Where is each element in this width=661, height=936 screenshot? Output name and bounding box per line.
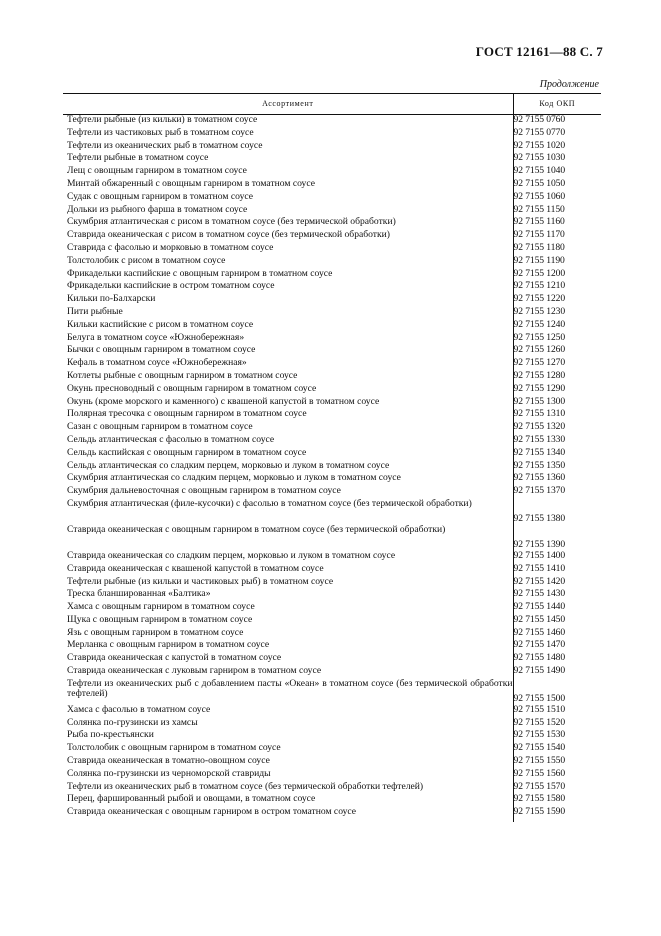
okp-code: 92 7155 1510 xyxy=(513,705,601,718)
okp-code: 92 7155 1030 xyxy=(513,153,601,166)
okp-code: 92 7155 1460 xyxy=(513,628,601,641)
product-name: Скумбрия дальневосточная с овощным гарниром в томатном соусе xyxy=(67,485,341,497)
okp-code: 92 7155 1470 xyxy=(513,640,601,653)
product-name: Скумбрия атлантическая с рисом в томатном соусе (без термической обработки) xyxy=(67,216,396,228)
column-header-okp-code: Код ОКП xyxy=(513,94,601,115)
product-name: Тефтели из океанических рыб в томатном соусе xyxy=(67,139,263,151)
okp-code: 92 7155 1350 xyxy=(513,461,601,474)
okp-code: 92 7155 1170 xyxy=(513,230,601,243)
table-row xyxy=(63,769,601,782)
table-row xyxy=(63,756,601,769)
product-name: Фрикадельки каспийские с овощным гарниром в томатном соусе xyxy=(67,267,333,279)
okp-code: 92 7155 1060 xyxy=(513,192,601,205)
product-name: Хамса с овощным гарниром в томатном соусе xyxy=(67,601,255,613)
table-row xyxy=(63,602,601,615)
okp-code: 92 7155 1260 xyxy=(513,345,601,358)
table-row xyxy=(63,564,601,577)
table-row xyxy=(63,128,601,141)
product-name: Ставрида океаническая с луковым гарниром в томатном соусе xyxy=(67,665,322,677)
product-name: Сельдь каспийская с овощным гарниром в томатном соусе xyxy=(67,446,307,458)
product-name: Минтай обжаренный с овощным гарниром в томатном соусе xyxy=(67,177,315,189)
product-name: Ставрида океаническая со сладким перцем, морковью и луком в томатном соусе xyxy=(67,549,396,561)
okp-code: 92 7155 1150 xyxy=(513,205,601,218)
table-row xyxy=(63,115,601,128)
table-row xyxy=(63,807,601,822)
okp-code: 92 7155 1500 xyxy=(513,679,601,705)
table-row xyxy=(63,615,601,628)
product-name: Язь с овощным гарниром в томатном соусе xyxy=(67,626,244,638)
product-name: Ставрида океаническая с капустой в томатном соусе xyxy=(67,652,282,664)
okp-code: 92 7155 1450 xyxy=(513,615,601,628)
okp-code: 92 7155 1490 xyxy=(513,666,601,679)
product-name: Сазан с овощным гарниром в томатном соусе xyxy=(67,421,253,433)
okp-code: 92 7155 1430 xyxy=(513,589,601,602)
product-name: Треска бланшированная «Балтика» xyxy=(67,588,211,600)
table-row xyxy=(63,679,601,705)
product-name: Кильки каспийские с рисом в томатном соусе xyxy=(67,318,254,330)
product-name: Толстолобик с рисом в томатном соусе xyxy=(67,254,226,266)
okp-code: 92 7155 1380 xyxy=(513,499,601,525)
table-row xyxy=(63,192,601,205)
product-name: Мерланка с овощным гарниром в томатном соусе xyxy=(67,639,270,651)
product-name: Лещ с овощным гарниром в томатном соусе xyxy=(67,165,247,177)
okp-code: 92 7155 1160 xyxy=(513,217,601,230)
okp-code: 92 7155 1020 xyxy=(513,141,601,154)
okp-code: 92 7155 1270 xyxy=(513,358,601,371)
product-name: Тефтели рыбные в томатном соусе xyxy=(67,152,209,164)
table-row xyxy=(63,525,601,551)
table-row xyxy=(63,448,601,461)
product-name: Тефтели рыбные (из кильки) в томатном соусе xyxy=(67,114,258,125)
table-row xyxy=(63,422,601,435)
okp-code: 92 7155 1560 xyxy=(513,769,601,782)
product-name: Окунь (кроме морского и каменного) с квашеной капустой в томатном соусе xyxy=(67,395,380,407)
okp-code: 92 7155 1040 xyxy=(513,166,601,179)
table-row xyxy=(63,499,601,525)
product-name: Толстолобик с овощным гарниром в томатном соусе xyxy=(67,742,281,754)
product-name: Тефтели рыбные (из кильки и частиковых рыб) в томатном соусе xyxy=(67,575,334,587)
product-name: Ставрида океаническая с квашеной капустой в томатном соусе xyxy=(67,562,324,574)
product-name: Солянка по-грузински из черноморской ставриды xyxy=(67,767,271,779)
okp-code: 92 7155 1210 xyxy=(513,281,601,294)
table-row xyxy=(63,243,601,256)
okp-code: 92 7155 1230 xyxy=(513,307,601,320)
table-row xyxy=(63,666,601,679)
okp-code: 92 7155 1360 xyxy=(513,473,601,486)
okp-code: 92 7155 1330 xyxy=(513,435,601,448)
product-name: Котлеты рыбные с овощным гарниром в томатном соусе xyxy=(67,369,298,381)
product-name: Ставрида океаническая с овощным гарниром в томатном соусе (без термической обработки) xyxy=(67,523,446,535)
okp-code: 92 7155 1390 xyxy=(513,525,601,551)
product-name: Рыба по-крестьянски xyxy=(67,729,154,741)
product-name: Полярная тресочка с овощным гарниром в томатном соусе xyxy=(67,408,307,420)
product-name: Белуга в томатном соусе «Южнобережная» xyxy=(67,331,245,343)
product-name: Скумбрия атлантическая со сладким перцем, морковью и луком в томатном соусе xyxy=(67,472,401,484)
okp-code: 92 7155 1280 xyxy=(513,371,601,384)
table-row xyxy=(63,320,601,333)
product-name: Перец, фаршированный рыбой и овощами, в томатном соусе xyxy=(67,793,316,805)
okp-code: 92 7155 1520 xyxy=(513,718,601,731)
product-name: Ставрида океаническая с рисом в томатном соусе (без термической обработки) xyxy=(67,229,390,241)
product-name: Фрикадельки каспийские в остром томатном соусе xyxy=(67,280,275,292)
column-header-assortment: Ассортимент xyxy=(262,98,314,108)
product-name: Сельдь атлантическая со сладким перцем, морковью и луком в томатном соусе xyxy=(67,459,390,471)
okp-code: 92 7155 1180 xyxy=(513,243,601,256)
okp-code: 92 7155 1370 xyxy=(513,486,601,499)
okp-code: 92 7155 1420 xyxy=(513,577,601,590)
table-row xyxy=(63,435,601,448)
table-row xyxy=(63,551,601,564)
product-name: Окунь пресноводный с овощным гарниром в томатном соусе xyxy=(67,382,317,394)
okp-code: 92 7155 1440 xyxy=(513,602,601,615)
product-name: Ставрида океаническая с овощным гарниром в остром томатном соусе xyxy=(67,806,357,818)
product-name: Пити рыбные xyxy=(67,305,123,317)
okp-code: 92 7155 0760 xyxy=(513,115,601,128)
table-row xyxy=(63,486,601,499)
okp-code: 92 7155 1240 xyxy=(513,320,601,333)
okp-code: 92 7155 1310 xyxy=(513,409,601,422)
product-name: Кефаль в томатном соусе «Южнобережная» xyxy=(67,357,247,369)
okp-code: 92 7155 1590 xyxy=(513,807,601,822)
okp-code: 92 7155 1540 xyxy=(513,743,601,756)
product-name: Сельдь атлантическая с фасолью в томатном соусе xyxy=(67,433,275,445)
okp-code: 92 7155 1320 xyxy=(513,422,601,435)
okp-code: 92 7155 1410 xyxy=(513,564,601,577)
product-name: Тефтели из океанических рыб в томатном соусе (без термической обработки тефтелей) xyxy=(67,780,424,792)
okp-code: 92 7155 1550 xyxy=(513,756,601,769)
page-header: ГОСТ 12161—88 С. 7 xyxy=(475,44,603,59)
okp-code: 92 7155 1250 xyxy=(513,333,601,346)
table-row xyxy=(63,384,601,397)
product-name: Бычки с овощным гарниром в томатном соусе xyxy=(67,344,256,356)
product-name: Дольки из рыбного фарша в томатном соусе xyxy=(67,203,248,215)
table-row xyxy=(63,179,601,192)
product-name: Щука с овощным гарниром в томатном соусе xyxy=(67,613,253,625)
okp-code: 92 7155 1340 xyxy=(513,448,601,461)
product-name: Хамса с фасолью в томатном соусе xyxy=(67,703,211,715)
okp-code: 92 7155 1570 xyxy=(513,782,601,795)
table-row xyxy=(63,371,601,384)
okp-code: 92 7155 1290 xyxy=(513,384,601,397)
product-name: Скумбрия атлантическая (филе-кусочки) с фасолью в томатном соусе (без термической обработки) xyxy=(67,497,472,509)
okp-code: 92 7155 0770 xyxy=(513,128,601,141)
table-row xyxy=(63,705,601,718)
okp-code: 92 7155 1480 xyxy=(513,653,601,666)
okp-code: 92 7155 1200 xyxy=(513,269,601,282)
product-name: Тефтели из частиковых рыб в томатном соусе xyxy=(67,126,254,138)
assortment-table xyxy=(63,93,601,822)
table-row xyxy=(63,256,601,269)
okp-code: 92 7155 1050 xyxy=(513,179,601,192)
table-header-row xyxy=(63,94,601,115)
product-name: Тефтели из океанических рыб с добавлением пасты «Океан» в томатном соусе (без термической обработки тефтелей) xyxy=(67,677,513,700)
okp-code: 92 7155 1400 xyxy=(513,551,601,564)
okp-code: 92 7155 1580 xyxy=(513,794,601,807)
product-name: Судак с овощным гарниром в томатном соусе xyxy=(67,190,253,202)
okp-code: 92 7155 1300 xyxy=(513,397,601,410)
product-name: Солянка по-грузински из хамсы xyxy=(67,716,198,728)
product-name: Кильки по-Балхарски xyxy=(67,293,156,305)
table-row xyxy=(63,307,601,320)
okp-code: 92 7155 1190 xyxy=(513,256,601,269)
product-name: Ставрида с фасолью и морковью в томатном соусе xyxy=(67,241,274,253)
continuation-label: Продолжение xyxy=(539,79,599,90)
okp-code: 92 7155 1530 xyxy=(513,730,601,743)
product-name: Ставрида океаническая в томатно-овощном соусе xyxy=(67,755,270,767)
okp-code: 92 7155 1220 xyxy=(513,294,601,307)
